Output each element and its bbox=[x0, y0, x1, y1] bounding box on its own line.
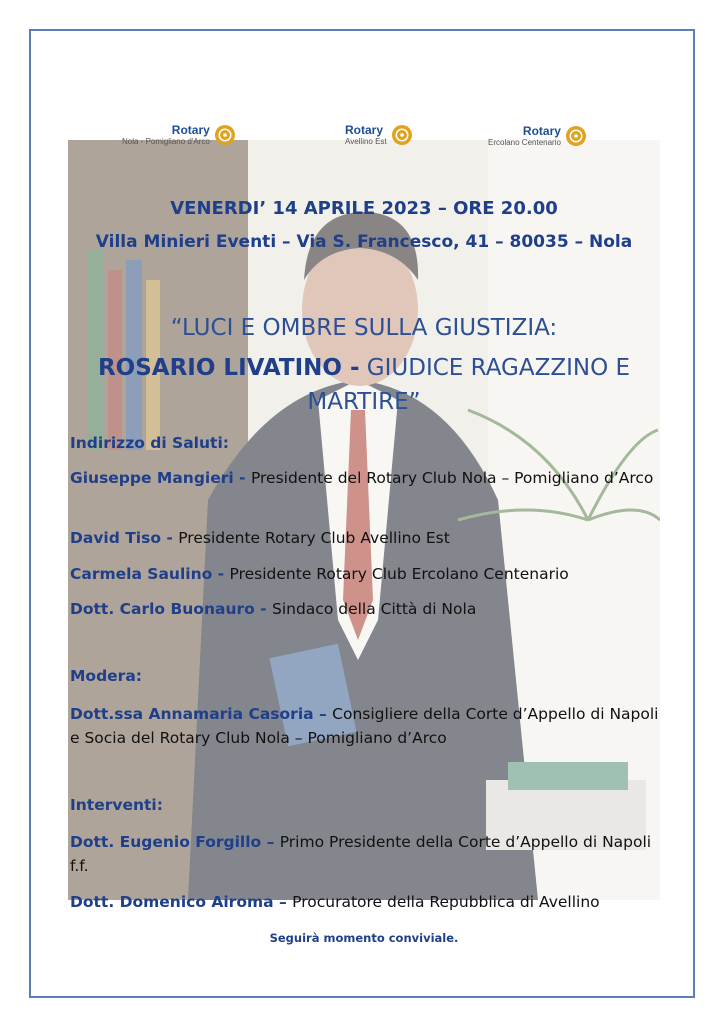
speaker-role: Procuratore della Repubblica di Avellino bbox=[292, 893, 600, 911]
speaker-name: Giuseppe Mangieri - bbox=[70, 469, 251, 487]
title-honoree: ROSARIO LIVATINO - bbox=[97, 355, 360, 381]
speaker-name: Dott. Eugenio Forgillo – bbox=[70, 833, 280, 851]
speaker-role: Sindaco della Città di Nola bbox=[272, 600, 477, 618]
title-line-1: “LUCI E OMBRE SULLA GIUSTIZIA: bbox=[170, 315, 558, 341]
speaker-item bbox=[70, 526, 660, 550]
speaker-role: Primo Presidente della Corte d’Appello di Napoli f.f. bbox=[70, 833, 652, 875]
logo-club-name: Ercolano Centenario bbox=[488, 138, 561, 147]
footer-note: Seguirà momento conviviale. bbox=[269, 931, 459, 945]
logo-brand: Rotary bbox=[522, 124, 561, 138]
background-portrait-image bbox=[68, 137, 660, 900]
speaker-role: Presidente Rotary Club Avellino Est bbox=[178, 529, 450, 547]
title-line-2 bbox=[40, 350, 688, 386]
logo-rotary-avellino bbox=[345, 124, 413, 146]
speaker-item bbox=[70, 562, 660, 586]
section-heading-interventi: Interventi: bbox=[70, 796, 163, 814]
speaker-role: Presidente del Rotary Club Nola – Pomigliano d’Arco bbox=[250, 469, 654, 487]
rotary-wheel-icon bbox=[565, 125, 587, 147]
logo-brand: Rotary bbox=[171, 123, 210, 137]
speaker-role: Presidente Rotary Club Ercolano Centenario bbox=[229, 565, 569, 583]
event-date: VENERDI’ 14 APRILE 2023 – ORE 20.00 bbox=[170, 198, 558, 219]
speaker-item bbox=[70, 597, 660, 621]
speaker-item bbox=[70, 702, 660, 750]
speaker-name: Dott.ssa Annamaria Casoria – bbox=[70, 705, 333, 723]
speaker-item bbox=[70, 890, 660, 914]
speaker-item bbox=[70, 830, 660, 878]
logo-rotary-nola bbox=[122, 124, 236, 146]
rotary-wheel-icon bbox=[214, 124, 236, 146]
title-line-3: MARTIRE” bbox=[307, 389, 421, 415]
rotary-wheel-icon bbox=[391, 124, 413, 146]
logo-club-name: Nola - Pomigliano d'Arco bbox=[122, 137, 210, 146]
title-line-2-rest: GIUDICE RAGAZZINO E bbox=[359, 355, 631, 381]
speaker-role: Consigliere della Corte d’Appello di Napoli e Socia del Rotary Club Nola – Pomigliano d’Arco bbox=[70, 705, 659, 747]
speaker-name: David Tiso - bbox=[70, 529, 179, 547]
logo-rotary-ercolano bbox=[488, 125, 587, 147]
section-heading-saluti: Indirizzo di Saluti: bbox=[70, 434, 229, 452]
section-heading-modera: Modera: bbox=[70, 667, 142, 685]
event-venue: Villa Minieri Eventi – Via S. Francesco, 41 – 80035 – Nola bbox=[95, 232, 633, 252]
logo-club-name: Avellino Est bbox=[345, 137, 387, 146]
logo-brand: Rotary bbox=[345, 123, 384, 137]
speaker-name: Carmela Saulino - bbox=[70, 565, 230, 583]
speaker-name: Dott. Carlo Buonauro - bbox=[70, 600, 272, 618]
speaker-item bbox=[70, 466, 660, 490]
speaker-name: Dott. Domenico Airoma – bbox=[70, 893, 293, 911]
